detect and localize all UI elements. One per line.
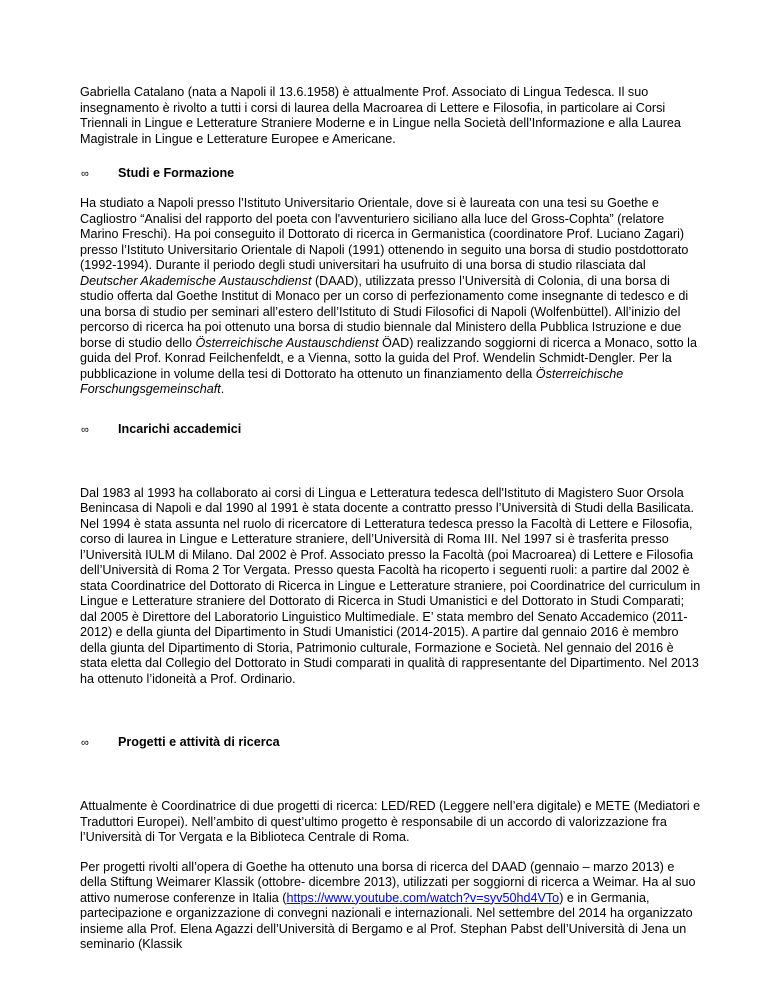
fwf-italic: Österreichische Forschungsgemeinschaft: [80, 366, 624, 396]
section-heading-progetti: [80, 735, 702, 751]
progetti-paragraph-1: Attualmente è Coordinatrice di due progetti di ricerca: LED/RED (Leggere nell’era digitale) e METE (Mediatori e Traduttori Europei). Nell’ambito di quest’ultimo progetto è responsabile di un accordo di valorizzazione fra l’Università di Tor Vergata e la Biblioteca Centrale di Roma.: [80, 799, 701, 844]
heading-studi-text: Studi e Formazione: [118, 166, 235, 180]
oead-italic: Österreichische Austauschdienst: [195, 335, 379, 350]
heading-incarichi-text: Incarichi accademici: [118, 421, 242, 436]
bullet-icon: ∞: [81, 168, 89, 180]
bullet-icon: ∞: [81, 737, 89, 749]
daad-italic: Deutscher Akademische Austauschdienst: [80, 273, 312, 288]
youtube-link[interactable]: https://www.youtube.com/watch?v=syv50hd4VTo: [286, 890, 560, 905]
studi-paragraph: Ha studiato a Napoli presso l’Istituto Universitario Orientale, dove si è laureata con una tesi su Goethe e Cagliostro “Analisi del rapporto del poeta con l'avventuriero siciliano alla luce del Gross-Cophta” (relatore Marino Freschi). Ha poi conseguito il Dottorato di ricerca in Germanistica (coordinatore Prof. Luciano Zagari) presso l’Istituto Universitario Orientale di Napoli (1991) ottenendo in seguito una borsa di studio postdottorato (1992-1994). Durante il periodo degli studi universitari ha usufruito di una borsa di studio rilasciata dal Deutscher Akademische Austauschdienst (DAAD), utilizzata presso l’Università di Colonia, di una borsa di studio offerta dal Goethe Institut di Monaco per un corso di perfezionamento come insegnante di tedesco e di una borsa di studio per seminari all’estero dell’Istituto di Studi Filosofici di Napoli (Wolfenbüttel). All’inizio del percorso di ricerca ha poi ottenuto una borsa di studio biennale dal Ministero della Pubblica Istruzione e due borse di studio dello Österreichische Austauschdienst ÖAD) realizzando soggiorni di ricerca a Monaco, sotto la guida del Prof. Konrad Feilchenfeldt, e a Vienna, sotto la guida del Prof. Wendelin Schmidt-Dengler. Per la pubblicazione in volume della tesi di Dottorato ha ottenuto un finanziamento della Österreichische Forschungsgemeinschaft.: [80, 196, 697, 396]
section-heading-studi: [80, 166, 702, 182]
section-heading-incarichi: [80, 422, 702, 438]
document-page: [80, 85, 702, 953]
intro-paragraph: Gabriella Catalano (nata a Napoli il 13.6.1958) è attualmente Prof. Associato di Lingua Tedesca. Il suo insegnamento è rivolto a tutti i corsi di laurea della Macroarea di Lettere e Filosofia, in particolare ai Corsi Triennali in Lingue e Letterature Straniere Moderne e in Lingue nella Società dell’Informazione e alla Laurea Magistrale in Lingue e Letterature Europee e Americane.: [80, 85, 681, 146]
incarichi-paragraph: Dal 1983 al 1993 ha collaborato ai corsi di Lingua e Letteratura tedesca dell'Istituto di Magistero Suor Orsola Benincasa di Napoli e dal 1990 al 1991 è stata docente a contratto presso l’Università di Studi della Basilicata. Nel 1994 è stata assunta nel ruolo di ricercatore di Letteratura tedesca presso la Facoltà di Lettere e Filosofia, corso di laurea in Lingue e Letterature straniere, dell’Università di Roma III. Nel 1997 si è trasferita presso l’Università IULM di Milano. Dal 2002 è Prof. Associato presso la Facoltà (poi Macroarea) di Lettere e Filosofia dell’Università di Roma 2 Tor Vergata. Presso questa Facoltà ha ricoperto i seguenti ruoli: a partire dal 2002 è stata Coordinatrice del Dottorato di Ricerca in Lingue e Letterature straniere, poi Coordinatrice del curriculum in Lingue e Letterature straniere del Dottorato di Ricerca in Studi Umanistici e del Dottorato in Studi Comparati; dal 2005 è Direttore del Laboratorio Linguistico Multimediale. E’ stata membro del Senato Accademico (2011-2012) e della giunta del Dipartimento in Studi Umanistici (2014-2015). A partire dal gennaio 2016 è membro della giunta del Dipartimento di Storia, Patrimonio culturale, Formazione e Società. Nel gennaio del 2016 è stata eletta dal Collegio del Dottorato in Studi comparati in qualità di rappresentante del Dipartimento. Nel 2013 ha ottenuto l’idoneità a Prof. Ordinario.: [80, 485, 701, 686]
bullet-icon: ∞: [81, 423, 89, 436]
progetti-paragraph-2: Per progetti rivolti all’opera di Goethe ha ottenuto una borsa di ricerca del DAAD (gennaio – marzo 2013) e della Stiftung Weimarer Klassik (ottobre- dicembre 2013), utilizzati per soggiorni di ricerca a Weimar. Ha al suo attivo numerose conferenze in Italia (https://www.youtube.com/watch?v=syv50hd4VTo) e in Germania, partecipazione e organizzazione di convegni nazionali e internazionali. Nel settembre del 2014 ha organizzato insieme alla Prof. Elena Agazzi dell’Università di Bergamo e al Prof. Stephan Pabst dell’Università di Jena un seminario (Klassik: [80, 859, 696, 951]
heading-progetti-text: Progetti e attività di ricerca: [118, 735, 280, 749]
